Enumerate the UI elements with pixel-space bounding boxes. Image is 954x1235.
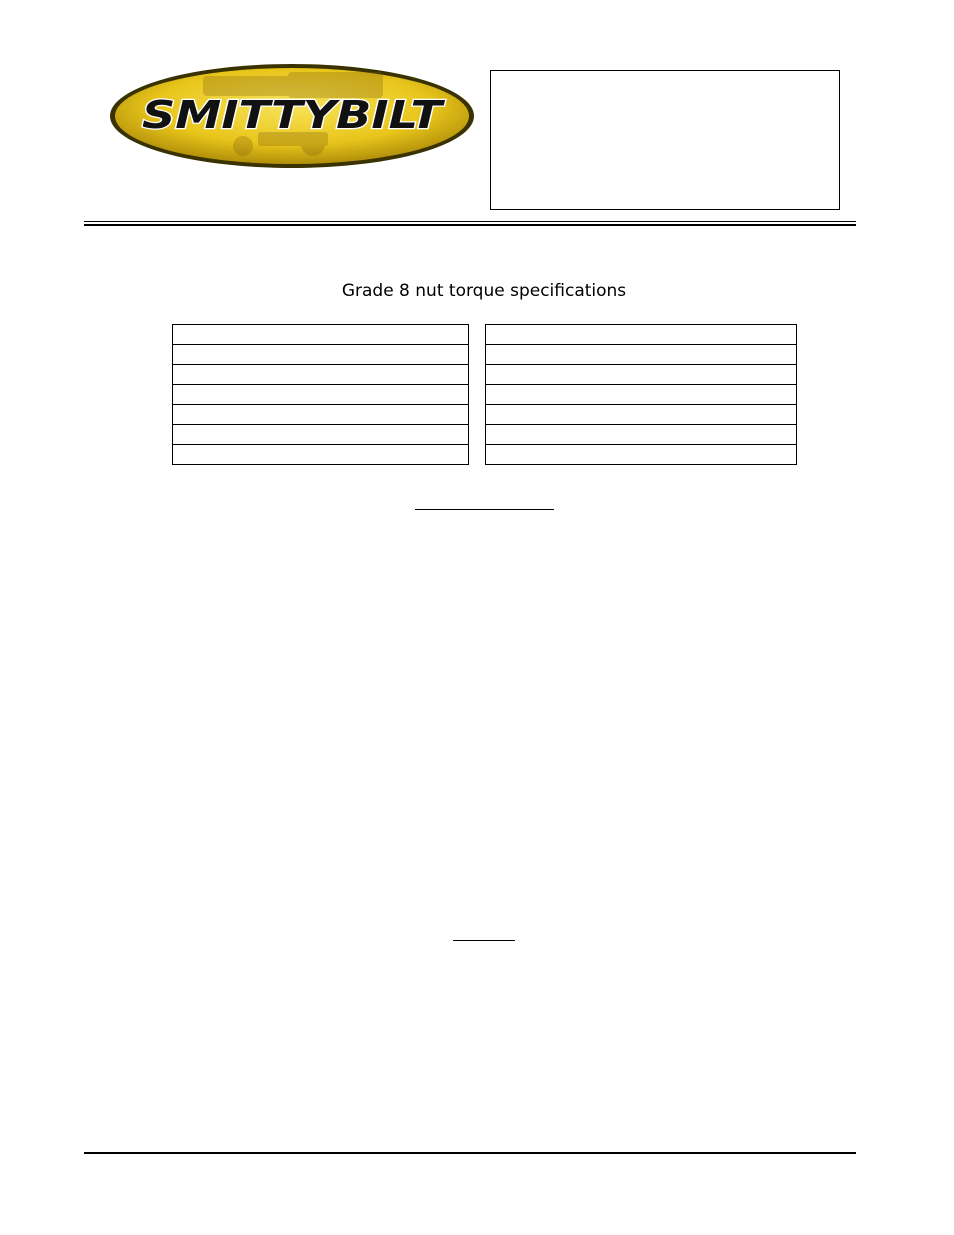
header-rule-thin xyxy=(84,221,856,222)
note-heading-underline xyxy=(453,940,515,941)
right-table-row xyxy=(486,385,797,405)
left-table-row xyxy=(173,445,469,465)
right-table-cell xyxy=(486,385,797,405)
right-table-row xyxy=(486,405,797,425)
logo-wordmark: SMITTYBILT xyxy=(142,93,446,137)
left-table-cell xyxy=(173,385,469,405)
footer-rule xyxy=(84,1152,856,1154)
right-table-cell xyxy=(486,345,797,365)
left-table-row xyxy=(173,405,469,425)
header-rule-thick xyxy=(84,224,856,226)
right-table-cell xyxy=(486,445,797,465)
smittybilt-logo xyxy=(108,62,476,170)
right-table-row xyxy=(486,425,797,445)
left-table-cell xyxy=(173,365,469,385)
left-table-row xyxy=(173,325,469,345)
right-table-row xyxy=(486,365,797,385)
right-table-row xyxy=(486,445,797,465)
torque-table-left xyxy=(172,324,469,465)
right-table-cell xyxy=(486,325,797,345)
right-table-row xyxy=(486,325,797,345)
left-table-row xyxy=(173,345,469,365)
right-table-cell xyxy=(486,405,797,425)
left-table-cell xyxy=(173,405,469,425)
left-table-cell xyxy=(173,325,469,345)
left-table-row xyxy=(173,365,469,385)
left-table-cell xyxy=(173,425,469,445)
left-table-cell xyxy=(173,445,469,465)
left-table-row xyxy=(173,425,469,445)
right-table-cell xyxy=(486,365,797,385)
left-table-cell xyxy=(173,345,469,365)
torque-table-title: Grade 8 nut torque specifications xyxy=(341,281,627,301)
torque-table-right xyxy=(485,324,797,465)
section-heading-underline xyxy=(415,509,554,510)
header-info-box xyxy=(490,70,840,210)
right-table-cell xyxy=(486,425,797,445)
right-table-row xyxy=(486,345,797,365)
left-table-row xyxy=(173,385,469,405)
